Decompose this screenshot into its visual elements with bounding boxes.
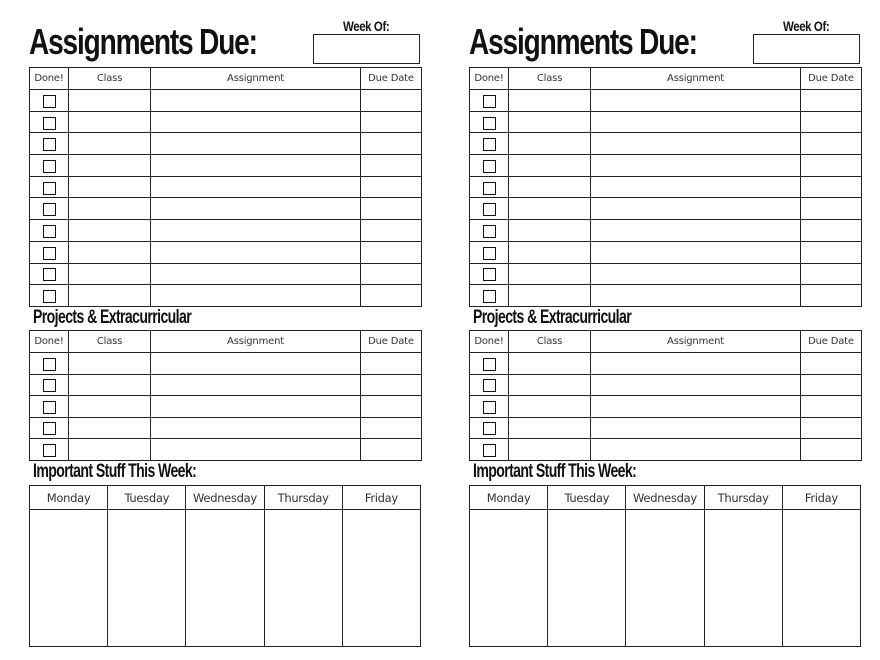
table-row (470, 220, 862, 242)
friday-notes[interactable] (342, 510, 420, 647)
projects-table-body (470, 353, 862, 461)
header-done: Done! (30, 68, 69, 90)
assignment-cell[interactable] (151, 285, 361, 307)
header-assignment: Assignment (591, 68, 801, 90)
done-checkbox[interactable] (43, 225, 56, 238)
done-checkbox[interactable] (43, 95, 56, 108)
due-date-cell[interactable] (361, 417, 422, 439)
assignment-cell[interactable] (591, 133, 801, 155)
done-cell[interactable] (30, 176, 69, 198)
class-cell[interactable] (509, 374, 591, 396)
due-date-cell[interactable] (361, 176, 422, 198)
header-done: Done! (470, 331, 509, 353)
planner-left (29, 0, 421, 660)
done-checkbox[interactable] (483, 422, 496, 435)
done-cell[interactable] (470, 353, 509, 375)
assignment-cell[interactable] (591, 155, 801, 177)
table-row (30, 155, 422, 177)
day-friday: Friday (342, 486, 420, 510)
table-row (30, 353, 422, 375)
done-checkbox[interactable] (43, 422, 56, 435)
assignment-cell[interactable] (591, 263, 801, 285)
class-cell[interactable] (509, 285, 591, 307)
class-cell[interactable] (509, 111, 591, 133)
monday-notes[interactable] (30, 510, 108, 647)
due-date-cell[interactable] (361, 198, 422, 220)
class-cell[interactable] (69, 439, 151, 461)
done-cell[interactable] (470, 285, 509, 307)
header-assignment: Assignment (151, 331, 361, 353)
class-cell[interactable] (509, 396, 591, 418)
assignment-cell[interactable] (591, 241, 801, 263)
done-cell[interactable] (470, 155, 509, 177)
due-date-cell[interactable] (361, 396, 422, 418)
day-wednesday: Wednesday (186, 486, 264, 510)
class-cell[interactable] (69, 241, 151, 263)
day-notes-row (470, 510, 861, 647)
due-date-cell[interactable] (361, 241, 422, 263)
class-cell[interactable] (509, 241, 591, 263)
table-row (470, 111, 862, 133)
done-checkbox[interactable] (43, 182, 56, 195)
assignment-cell[interactable] (591, 374, 801, 396)
done-checkbox[interactable] (483, 203, 496, 216)
done-checkbox[interactable] (43, 401, 56, 414)
due-date-cell[interactable] (361, 439, 422, 461)
done-cell[interactable] (30, 155, 69, 177)
projects-title: Projects & Extracurricular (473, 307, 632, 328)
due-date-cell[interactable] (361, 220, 422, 242)
table-header-row (470, 331, 862, 353)
due-date-cell[interactable] (801, 176, 862, 198)
header-class: Class (69, 331, 151, 353)
monday-notes[interactable] (470, 510, 548, 647)
done-checkbox[interactable] (43, 203, 56, 216)
header-class: Class (509, 331, 591, 353)
table-row (470, 396, 862, 418)
table-row (30, 220, 422, 242)
done-checkbox[interactable] (43, 358, 56, 371)
page-title: Assignments Due: (469, 21, 697, 62)
assignment-cell[interactable] (591, 417, 801, 439)
done-checkbox[interactable] (483, 95, 496, 108)
assignment-cell[interactable] (591, 439, 801, 461)
tuesday-notes[interactable] (108, 510, 186, 647)
wednesday-notes[interactable] (626, 510, 704, 647)
assignment-cell[interactable] (591, 90, 801, 112)
table-row (30, 111, 422, 133)
due-date-cell[interactable] (361, 155, 422, 177)
due-date-cell[interactable] (361, 374, 422, 396)
day-tuesday: Tuesday (108, 486, 186, 510)
assignment-cell[interactable] (151, 220, 361, 242)
class-cell[interactable] (69, 285, 151, 307)
done-cell[interactable] (30, 220, 69, 242)
due-date-cell[interactable] (801, 374, 862, 396)
table-row (470, 241, 862, 263)
week-of-field[interactable] (313, 34, 420, 64)
done-checkbox[interactable] (43, 160, 56, 173)
table-header-row (470, 68, 862, 90)
table-row (30, 241, 422, 263)
done-cell[interactable] (470, 220, 509, 242)
due-date-cell[interactable] (361, 90, 422, 112)
table-row (30, 439, 422, 461)
due-date-cell[interactable] (801, 263, 862, 285)
assignment-cell[interactable] (151, 198, 361, 220)
class-cell[interactable] (69, 155, 151, 177)
assignment-cell[interactable] (591, 396, 801, 418)
class-cell[interactable] (69, 220, 151, 242)
due-date-cell[interactable] (801, 111, 862, 133)
due-date-cell[interactable] (801, 133, 862, 155)
done-checkbox[interactable] (483, 247, 496, 260)
done-cell[interactable] (470, 241, 509, 263)
day-header-row (470, 486, 861, 510)
done-checkbox[interactable] (483, 138, 496, 151)
day-monday: Monday (30, 486, 108, 510)
weekly-notes-table (29, 485, 421, 647)
table-row (470, 198, 862, 220)
table-row (470, 353, 862, 375)
done-cell[interactable] (30, 263, 69, 285)
done-cell[interactable] (30, 353, 69, 375)
due-date-cell[interactable] (361, 263, 422, 285)
day-thursday: Thursday (704, 486, 782, 510)
table-header-row (30, 331, 422, 353)
day-header-row (30, 486, 421, 510)
done-checkbox[interactable] (483, 160, 496, 173)
header-assignment: Assignment (151, 68, 361, 90)
class-cell[interactable] (69, 176, 151, 198)
day-wednesday: Wednesday (626, 486, 704, 510)
class-cell[interactable] (69, 90, 151, 112)
assignment-cell[interactable] (591, 176, 801, 198)
projects-title: Projects & Extracurricular (33, 307, 192, 328)
assignment-cell[interactable] (151, 241, 361, 263)
table-row (470, 155, 862, 177)
assignment-cell[interactable] (591, 111, 801, 133)
day-tuesday: Tuesday (548, 486, 626, 510)
done-cell[interactable] (470, 263, 509, 285)
done-cell[interactable] (470, 90, 509, 112)
table-row (470, 374, 862, 396)
due-date-cell[interactable] (801, 353, 862, 375)
done-checkbox[interactable] (483, 268, 496, 281)
done-checkbox[interactable] (483, 444, 496, 457)
due-date-cell[interactable] (801, 417, 862, 439)
done-checkbox[interactable] (43, 379, 56, 392)
done-checkbox[interactable] (483, 182, 496, 195)
done-checkbox[interactable] (43, 444, 56, 457)
due-date-cell[interactable] (361, 133, 422, 155)
important-stuff-title: Important Stuff This Week: (33, 461, 197, 482)
header-due-date: Due Date (801, 331, 862, 353)
due-date-cell[interactable] (801, 155, 862, 177)
done-checkbox[interactable] (483, 379, 496, 392)
done-checkbox[interactable] (43, 290, 56, 303)
table-row (470, 285, 862, 307)
table-header-row (30, 68, 422, 90)
class-cell[interactable] (69, 133, 151, 155)
assignment-cell[interactable] (151, 353, 361, 375)
table-row (470, 90, 862, 112)
done-checkbox[interactable] (43, 268, 56, 281)
table-row (30, 90, 422, 112)
friday-notes[interactable] (782, 510, 860, 647)
due-date-cell[interactable] (801, 198, 862, 220)
tuesday-notes[interactable] (548, 510, 626, 647)
done-checkbox[interactable] (483, 117, 496, 130)
day-notes-row (30, 510, 421, 647)
done-cell[interactable] (30, 133, 69, 155)
assignment-cell[interactable] (151, 155, 361, 177)
class-cell[interactable] (509, 417, 591, 439)
class-cell[interactable] (69, 374, 151, 396)
due-date-cell[interactable] (801, 439, 862, 461)
week-of-field[interactable] (753, 34, 860, 64)
done-cell[interactable] (30, 285, 69, 307)
class-cell[interactable] (509, 176, 591, 198)
done-cell[interactable] (470, 176, 509, 198)
due-date-cell[interactable] (801, 285, 862, 307)
done-cell[interactable] (30, 374, 69, 396)
done-cell[interactable] (30, 396, 69, 418)
table-row (30, 198, 422, 220)
due-date-cell[interactable] (361, 353, 422, 375)
header-due-date: Due Date (801, 68, 862, 90)
done-checkbox[interactable] (43, 138, 56, 151)
assignments-table (29, 67, 422, 307)
due-date-cell[interactable] (801, 220, 862, 242)
header-class: Class (69, 68, 151, 90)
done-cell[interactable] (30, 111, 69, 133)
thursday-notes[interactable] (264, 510, 342, 647)
weekly-notes-table (469, 485, 861, 647)
assignment-cell[interactable] (591, 353, 801, 375)
header-assignment: Assignment (591, 331, 801, 353)
class-cell[interactable] (69, 198, 151, 220)
assignment-cell[interactable] (151, 133, 361, 155)
class-cell[interactable] (509, 198, 591, 220)
table-row (30, 263, 422, 285)
projects-table (469, 330, 862, 461)
done-cell[interactable] (470, 396, 509, 418)
table-row (30, 285, 422, 307)
important-stuff-title: Important Stuff This Week: (473, 461, 637, 482)
class-cell[interactable] (69, 263, 151, 285)
header-class: Class (509, 68, 591, 90)
done-checkbox[interactable] (483, 225, 496, 238)
header-due-date: Due Date (361, 331, 422, 353)
done-checkbox[interactable] (483, 401, 496, 414)
done-cell[interactable] (470, 439, 509, 461)
assignments-table-body (470, 90, 862, 307)
header-due-date: Due Date (361, 68, 422, 90)
done-cell[interactable] (470, 133, 509, 155)
done-cell[interactable] (470, 374, 509, 396)
assignment-cell[interactable] (151, 111, 361, 133)
page-title: Assignments Due: (29, 21, 257, 62)
due-date-cell[interactable] (801, 396, 862, 418)
done-checkbox[interactable] (483, 358, 496, 371)
assignments-table-body (30, 90, 422, 307)
assignment-cell[interactable] (591, 285, 801, 307)
thursday-notes[interactable] (704, 510, 782, 647)
week-of-label: Week Of: (783, 18, 830, 34)
class-cell[interactable] (69, 396, 151, 418)
done-cell[interactable] (30, 90, 69, 112)
due-date-cell[interactable] (801, 241, 862, 263)
wednesday-notes[interactable] (186, 510, 264, 647)
done-cell[interactable] (30, 241, 69, 263)
table-row (30, 396, 422, 418)
class-cell[interactable] (509, 263, 591, 285)
assignment-cell[interactable] (591, 220, 801, 242)
table-row (30, 176, 422, 198)
done-checkbox[interactable] (43, 117, 56, 130)
class-cell[interactable] (69, 353, 151, 375)
done-checkbox[interactable] (43, 247, 56, 260)
class-cell[interactable] (509, 220, 591, 242)
table-row (470, 176, 862, 198)
class-cell[interactable] (509, 90, 591, 112)
done-checkbox[interactable] (483, 290, 496, 303)
day-thursday: Thursday (264, 486, 342, 510)
table-row (470, 133, 862, 155)
assignment-cell[interactable] (151, 176, 361, 198)
done-cell[interactable] (30, 417, 69, 439)
class-cell[interactable] (509, 353, 591, 375)
header-done: Done! (30, 331, 69, 353)
due-date-cell[interactable] (361, 111, 422, 133)
header-done: Done! (470, 68, 509, 90)
done-cell[interactable] (470, 111, 509, 133)
assignment-cell[interactable] (151, 263, 361, 285)
assignments-table (469, 67, 862, 307)
table-row (470, 417, 862, 439)
assignment-cell[interactable] (591, 198, 801, 220)
assignment-cell[interactable] (151, 439, 361, 461)
table-row (470, 439, 862, 461)
class-cell[interactable] (509, 439, 591, 461)
done-cell[interactable] (30, 439, 69, 461)
table-row (30, 133, 422, 155)
class-cell[interactable] (69, 417, 151, 439)
due-date-cell[interactable] (361, 285, 422, 307)
table-row (470, 263, 862, 285)
planner-right (469, 0, 861, 660)
week-of-label: Week Of: (343, 18, 390, 34)
class-cell[interactable] (509, 155, 591, 177)
projects-table (29, 330, 422, 461)
table-row (30, 417, 422, 439)
day-monday: Monday (470, 486, 548, 510)
table-row (30, 374, 422, 396)
class-cell[interactable] (509, 133, 591, 155)
assignment-cell[interactable] (151, 417, 361, 439)
done-cell[interactable] (30, 198, 69, 220)
class-cell[interactable] (69, 111, 151, 133)
day-friday: Friday (782, 486, 860, 510)
assignment-cell[interactable] (151, 396, 361, 418)
done-cell[interactable] (470, 417, 509, 439)
assignment-cell[interactable] (151, 90, 361, 112)
due-date-cell[interactable] (801, 90, 862, 112)
projects-table-body (30, 353, 422, 461)
assignment-cell[interactable] (151, 374, 361, 396)
done-cell[interactable] (470, 198, 509, 220)
